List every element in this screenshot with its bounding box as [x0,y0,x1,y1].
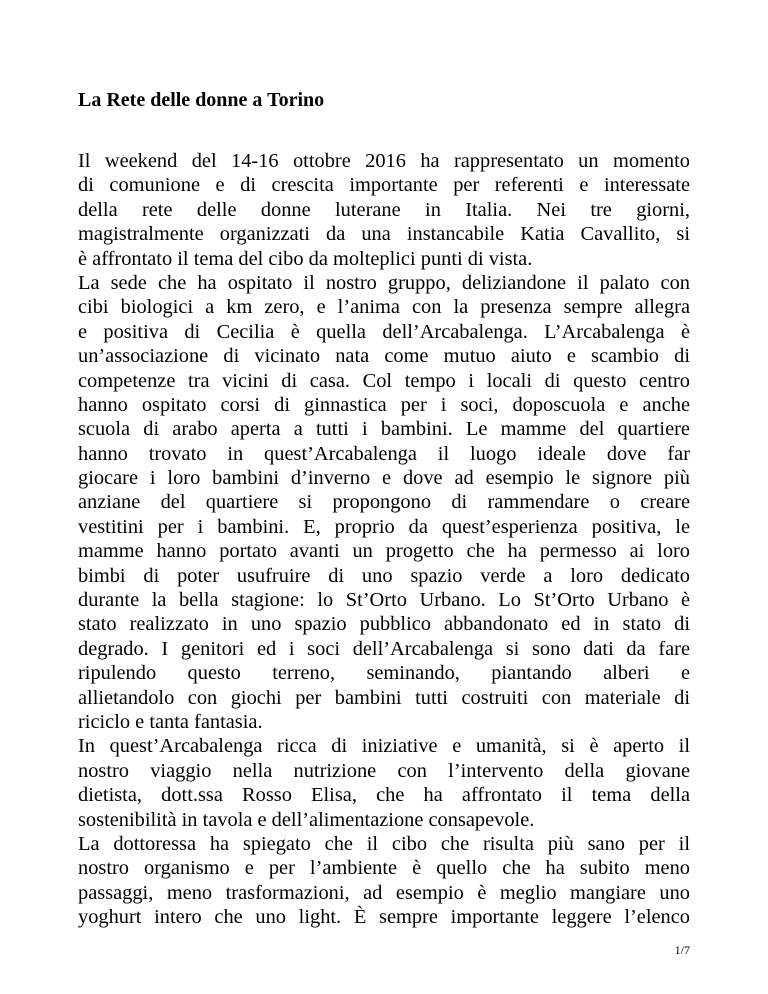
body-text-line: sostenibilità in tavola e dell’alimentazione consapevole. [78,808,535,831]
body-text-line: nostro organismo e per l’ambiente è quello che ha subito meno [78,857,690,880]
body-text-line: è affrontato il tema del cibo da molteplici punti di vista. [78,247,533,270]
document-title: La Rete delle donne a Torino [78,89,325,111]
body-text-line: In quest’Arcabalenga ricca di iniziative e umanità, si è aperto il [78,735,690,758]
body-text-line: ripulendo questo terreno, seminando, piantando alberi e [78,662,690,685]
body-text-line: passaggi, meno trasformazioni, ad esempio è meglio mangiare uno [78,881,690,904]
body-text-line: durante la bella stagione: lo St’Orto Urbano. Lo St’Orto Urbano è [78,589,690,612]
body-text-line: giocare i loro bambini d’inverno e dove ad esempio le signore più [78,467,690,490]
page-number: 1/7 [674,943,690,957]
body-text-line: La dottoressa ha spiegato che il cibo che risulta più sano per il [78,832,690,855]
body-text-line: di comunione e di crescita importante per referenti e interessate [78,174,690,197]
body-text-line: anziane del quartiere si propongono di rammendare o creare [78,491,690,514]
body-text-line: scuola di arabo aperta a tutti i bambini. Le mamme del quartiere [78,418,690,441]
body-text-line: cibi biologici a km zero, e l’anima con la presenza sempre allegra [78,296,690,319]
body-text-line: della rete delle donne luterane in Italia. Nei tre giorni, [78,198,690,221]
body-text-line: bimbi di poter usufruire di uno spazio verde a loro dedicato [78,564,690,587]
body-text-line: e positiva di Cecilia è quella dell’Arcabalenga. L’Arcabalenga è [78,320,690,343]
body-text-line: stato realizzato in uno spazio pubblico abbandonato ed in stato di [78,613,690,636]
body-text-line: hanno trovato in quest’Arcabalenga il luogo ideale dove far [78,442,690,465]
body-text-line: allietandolo con giochi per bambini tutti costruiti con materiale di [78,686,690,709]
body-text-line: mamme hanno portato avanti un progetto che ha permesso ai loro [78,540,690,563]
body-text-line: yoghurt intero che uno light. È sempre importante leggere l’elenco [78,906,690,929]
body-text-line: competenze tra vicini di casa. Col tempo i locali di questo centro [78,369,690,392]
body-text-line: riciclo e tanta fantasia. [78,710,263,733]
body-text-line: vestitini per i bambini. E, proprio da quest’esperienza positiva, le [78,515,690,538]
body-text-line: hanno ospitato corsi di ginnastica per i soci, doposcuola e anche [78,393,690,416]
body-text-line: Il weekend del 14-16 ottobre 2016 ha rappresentato un momento [78,150,690,172]
body-text-line: degrado. I genitori ed i soci dell’Arcabalenga si sono dati da fare [78,637,690,660]
body-text-line: dietista, dott.ssa Rosso Elisa, che ha affrontato il tema della [78,784,690,807]
body-text-line: magistralmente organizzati da una instancabile Katia Cavallito, si [78,223,690,246]
body-text-line: La sede che ha ospitato il nostro gruppo, deliziandone il palato con [78,271,690,294]
document-body [78,149,690,930]
body-text-line: un’associazione di vicinato nata come mutuo aiuto e scambio di [78,345,690,368]
body-text-line: nostro viaggio nella nutrizione con l’intervento della giovane [78,759,690,782]
